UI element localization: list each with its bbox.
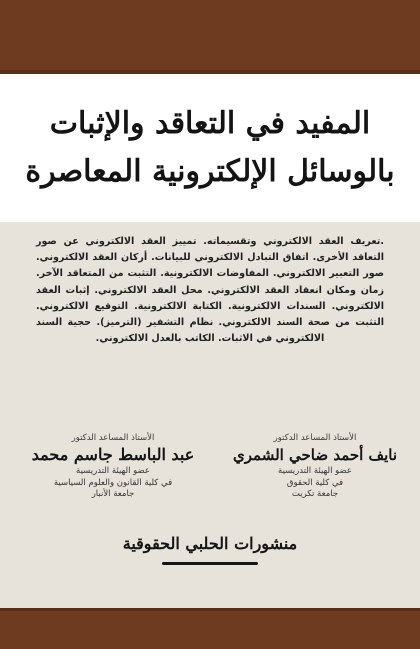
author-block-right <box>230 432 400 501</box>
title-panel <box>0 74 420 222</box>
book-title-line-1: المفيد في التعاقد والإثبات <box>49 106 371 141</box>
author-role: عضو الهيئة التدريسية <box>278 466 352 476</box>
author-rank: الأستاذ المساعد الدكتور <box>71 433 155 443</box>
body-panel <box>0 222 420 608</box>
top-color-band <box>0 0 420 74</box>
author-affiliation: في كلية الحقوق <box>286 477 344 488</box>
author-affiliation: في كلية القانون والعلوم السياسية <box>53 477 173 488</box>
author-block-left <box>28 432 198 501</box>
author-name: نايف أحمد ضاحي الشمري <box>233 446 397 464</box>
author-role: عضو الهيئة التدريسية <box>76 466 150 476</box>
book-title-line-2: بالوسائل الإلكترونية المعاصرة <box>25 154 395 189</box>
author-university: جامعة الأنبار <box>91 489 135 499</box>
publisher-underline <box>162 562 258 565</box>
bottom-color-band <box>0 608 420 649</box>
publisher-name: منشورات الحلبي الحقوقية <box>122 534 298 553</box>
topics-paragraph: .تعريف العقد الالكتروني وتقسيماته. تمييز العقد الالكتروني عن صور التعاقد الأخرى. اتفاق التبادل الالكتروني للبيانات. أركان العقد الالكتروني. صور التعبير الالكتروني. المفاوضات الالكترونية. التثبت من المتعاقد الآخر. زمان ومكان انعقاد العقد الالكتروني. محل العقد الالكتروني. إثبات العقد الالكتروني. السندات الالكترونية. الكتابة الالكترونية. التوقيع الالكتروني. التثبت من صحة السند الالكتروني. نظام التشفير (الترميز). حجية السند الالكتروني في الاثبات. الكاتب بالعدل الالكتروني. <box>36 236 384 345</box>
author-rank: الأستاذ المساعد الدكتور <box>273 433 357 443</box>
author-university: جامعة تكريت <box>291 489 339 499</box>
author-name: عبد الباسط جاسم محمد <box>31 445 195 464</box>
